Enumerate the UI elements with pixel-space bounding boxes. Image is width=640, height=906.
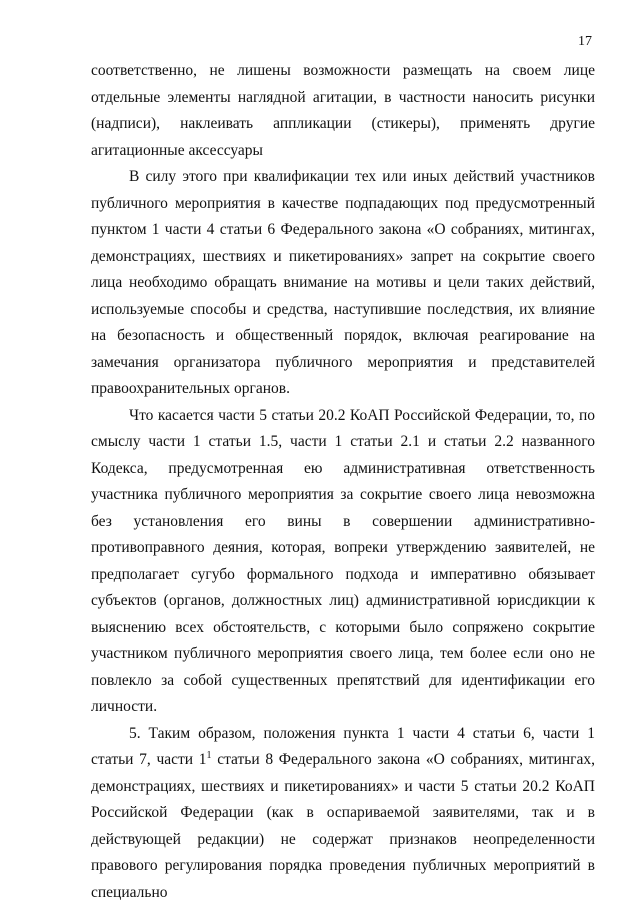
page-number: 17 bbox=[578, 34, 592, 50]
paragraph-conclusion bbox=[91, 721, 595, 906]
document-body bbox=[91, 58, 595, 906]
paragraph-qualification: В силу этого при квалификации тех или иных действий участников публичного мероприятия в качестве подпадающих под предусмотренный пунктом 1 части 4 статьи 6 Федерального закона «О собраниях, митингах, демонстрациях, шествиях и пикетированиях» запрет на сокрытие своего лица необходимо обращать внимание на мотивы и цели таких действий, используемые способы и средства, наступившие последствия, их влияние на безопасность и общественный порядок, включая реагирование на замечания организатора публичного мероприятия и представителей правоохранительных органов. bbox=[91, 164, 595, 403]
paragraph-conclusion-rest: статьи 8 Федерального закона «О собраниях, митингах, демонстрациях, шествиях и пикетированиях» и части 5 статьи 20.2 КоАП Российской Федерации (как в оспариваемой заявителями, так и в действующей редакции) не содержат признаков неопределенности правового регулирования порядка проведения публичных мероприятий в специально bbox=[91, 751, 595, 901]
paragraph-koap: Что касается части 5 статьи 20.2 КоАП Российской Федерации, то, по смыслу части 1 статьи 1.5, части 1 статьи 2.1 и статьи 2.2 названного Кодекса, предусмотренная ею административная ответственность участника публичного мероприятия за сокрытие своего лица невозможна без установления его вины в совершении административно-противоправного деяния, которая, вопреки утверждению заявителей, не предполагает сугубо формального подхода и императивно обязывает субъектов (органов, должностных лиц) административной юрисдикции к выяснению всех обстоятельств, с которыми было сопряжено сокрытие участником публичного мероприятия своего лица, тем более если оно не повлекло за собой существенных препятствий для идентификации его личности. bbox=[91, 403, 595, 721]
paragraph-continuation: соответственно, не лишены возможности размещать на своем лице отдельные элементы наглядной агитации, в частности наносить рисунки (надписи), наклеивать аппликации (стикеры), применять другие агитационные аксессуары bbox=[91, 58, 595, 164]
paragraph-conclusion-start: 5. Таким образом, положения пункта 1 части 4 статьи 6, части 1 статьи 7, части 1 bbox=[91, 725, 595, 769]
superscript-marker: 1 bbox=[207, 750, 212, 761]
